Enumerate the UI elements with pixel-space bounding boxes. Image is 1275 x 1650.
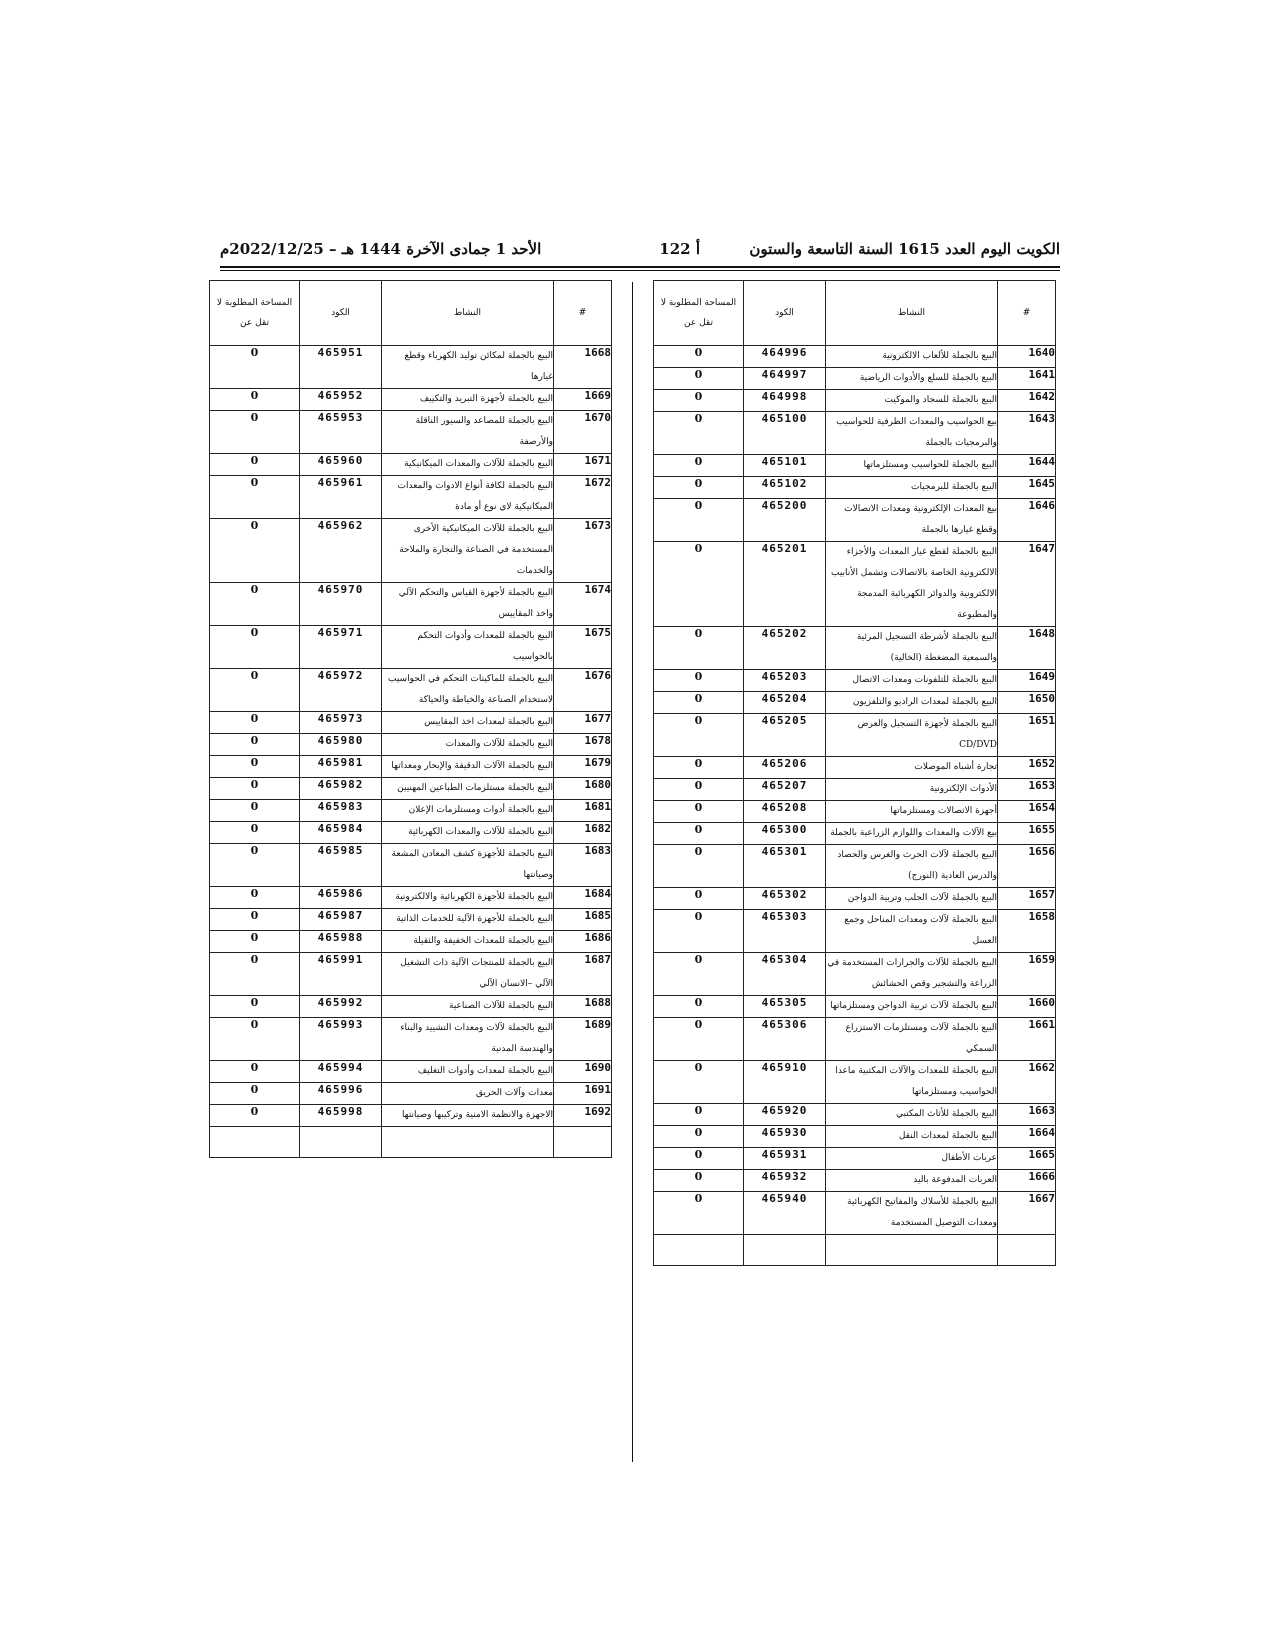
activity-name: البيع بالجملة للمصاعد والسيور الناقلة والأرصفة	[382, 411, 554, 454]
activity-name: الاجهزة والانظمة الامنية وتركيبها وصيانتها	[382, 1105, 554, 1127]
activity-name: البيع بالجملة للسلع والأدوات الرياضية	[826, 368, 998, 390]
activity-code: 465971	[300, 626, 382, 669]
activity-name: البيع بالجملة لآلات ومستلزمات الاستزراع السمكي	[826, 1018, 998, 1061]
row-number: 1688	[554, 996, 612, 1018]
activity-code: 464998	[744, 390, 826, 412]
table-row	[654, 542, 1056, 627]
column-separator	[632, 282, 633, 1462]
activities-table-right	[653, 280, 1056, 1266]
row-number: 1660	[998, 996, 1056, 1018]
table-row	[654, 757, 1056, 779]
activity-code: 465993	[300, 1018, 382, 1061]
required-area: 0	[654, 1104, 744, 1126]
row-number: 1673	[554, 519, 612, 583]
table-header-row	[210, 281, 612, 346]
table-header-row	[654, 281, 1056, 346]
table-row	[654, 1148, 1056, 1170]
table-row	[210, 411, 612, 454]
row-number: 1653	[998, 779, 1056, 801]
required-area: 0	[654, 412, 744, 455]
activity-code: 465100	[744, 412, 826, 455]
activity-code: 465200	[744, 499, 826, 542]
required-area: 0	[654, 1126, 744, 1148]
table-row	[210, 583, 612, 626]
activity-name: البيع بالجملة الآلات الدقيقة والإبحار ومعداتها	[382, 756, 554, 778]
activity-code: 465305	[744, 996, 826, 1018]
required-area: 0	[654, 953, 744, 996]
required-area: 0	[210, 734, 300, 756]
activity-code: 465953	[300, 411, 382, 454]
activity-code: 465205	[744, 714, 826, 757]
header-rule	[220, 266, 1060, 268]
required-area: 0	[210, 1018, 300, 1061]
table-row	[654, 346, 1056, 368]
row-number: 1678	[554, 734, 612, 756]
required-area: 0	[654, 346, 744, 368]
row-number: 1641	[998, 368, 1056, 390]
activity-name: البيع بالجملة لمعدات وأدوات التغليف	[382, 1061, 554, 1083]
col-header-area: المساحة المطلوبة لا تقل عن	[210, 281, 300, 346]
activity-name: البيع بالجملة للآلات والمعدات	[382, 734, 554, 756]
empty-cell	[300, 1127, 382, 1158]
row-number: 1662	[998, 1061, 1056, 1104]
empty-cell	[554, 1127, 612, 1158]
row-number: 1670	[554, 411, 612, 454]
row-number: 1658	[998, 910, 1056, 953]
activity-code: 464996	[744, 346, 826, 368]
table-row	[654, 1104, 1056, 1126]
publication-title: الكويت اليوم العدد 1615 السنة التاسعة والستون	[749, 240, 1060, 258]
activity-code: 465983	[300, 800, 382, 822]
row-number: 1676	[554, 669, 612, 712]
activity-code: 464997	[744, 368, 826, 390]
row-number: 1679	[554, 756, 612, 778]
activity-name: البيع بالجملة لأشرطة التسجيل المرئية والسمعية المضغطة (الخالية)	[826, 627, 998, 670]
activity-name: البيع بالجملة للأجهزة الآلية للخدمات الذاتية	[382, 909, 554, 931]
required-area: 0	[654, 823, 744, 845]
activity-name: بيع الحواسيب والمعدات الطرفية للحواسيب والبرمجيات بالجملة	[826, 412, 998, 455]
table-row	[210, 953, 612, 996]
activity-code: 465952	[300, 389, 382, 411]
table-row	[654, 627, 1056, 670]
required-area: 0	[210, 887, 300, 909]
table-row	[654, 499, 1056, 542]
activity-code: 465932	[744, 1170, 826, 1192]
row-number: 1645	[998, 477, 1056, 499]
row-number: 1664	[998, 1126, 1056, 1148]
required-area: 0	[210, 712, 300, 734]
activity-name: البيع بالجملة لآلات ومعدات التشييد والبناء والهندسة المدنية	[382, 1018, 554, 1061]
required-area: 0	[654, 1148, 744, 1170]
activity-code: 465980	[300, 734, 382, 756]
activity-code: 465910	[744, 1061, 826, 1104]
table-row	[210, 1018, 612, 1061]
col-header-num: #	[998, 281, 1056, 346]
required-area: 0	[210, 756, 300, 778]
activity-name: البيع بالجملة مستلزمات الطباعين المهنيين	[382, 778, 554, 800]
activity-code: 465102	[744, 477, 826, 499]
activity-code: 465203	[744, 670, 826, 692]
row-number: 1654	[998, 801, 1056, 823]
activity-code: 465988	[300, 931, 382, 953]
row-number: 1685	[554, 909, 612, 931]
empty-cell	[744, 1235, 826, 1266]
row-number: 1686	[554, 931, 612, 953]
row-number: 1652	[998, 757, 1056, 779]
row-number: 1650	[998, 692, 1056, 714]
activity-code: 465951	[300, 346, 382, 389]
col-header-code: الكود	[300, 281, 382, 346]
row-number: 1677	[554, 712, 612, 734]
issue-date: الأحد 1 جمادى الآخرة 1444 هـ – 2022/12/25م	[220, 240, 542, 258]
table-row	[654, 910, 1056, 953]
row-number: 1671	[554, 454, 612, 476]
activity-name: البيع بالجملة للحواسيب ومستلزماتها	[826, 455, 998, 477]
row-number: 1689	[554, 1018, 612, 1061]
required-area: 0	[210, 411, 300, 454]
required-area: 0	[210, 1061, 300, 1083]
required-area: 0	[210, 909, 300, 931]
row-number: 1661	[998, 1018, 1056, 1061]
activity-name: البيع بالجملة لأجهزة التسجيل والعرض CD/DVD	[826, 714, 998, 757]
activities-table-left	[209, 280, 612, 1158]
table-row	[210, 887, 612, 909]
activity-name: عربات الأطفال	[826, 1148, 998, 1170]
required-area: 0	[654, 996, 744, 1018]
row-number: 1668	[554, 346, 612, 389]
activity-code: 465981	[300, 756, 382, 778]
table-row	[210, 346, 612, 389]
required-area: 0	[210, 476, 300, 519]
required-area: 0	[654, 692, 744, 714]
required-area: 0	[654, 627, 744, 670]
table-row	[210, 756, 612, 778]
page-number: أ 122	[659, 240, 700, 258]
row-number: 1682	[554, 822, 612, 844]
row-number: 1680	[554, 778, 612, 800]
empty-cell	[382, 1127, 554, 1158]
row-number: 1684	[554, 887, 612, 909]
required-area: 0	[654, 390, 744, 412]
table-row	[654, 823, 1056, 845]
table-row	[654, 714, 1056, 757]
activity-code: 465931	[744, 1148, 826, 1170]
col-header-num: #	[554, 281, 612, 346]
row-number: 1657	[998, 888, 1056, 910]
table-row	[654, 390, 1056, 412]
activity-code: 465206	[744, 757, 826, 779]
table-filler-row	[210, 1127, 612, 1158]
activity-name: البيع بالجملة لأجهزة التبريد والتكييف	[382, 389, 554, 411]
table-row	[210, 734, 612, 756]
activity-code: 465992	[300, 996, 382, 1018]
activity-name: أجهزة الاتصالات ومستلزماتها	[826, 801, 998, 823]
required-area: 0	[654, 670, 744, 692]
table-row	[654, 996, 1056, 1018]
activity-name: البيع بالجملة للآلات الميكانيكية الأخرى المستخدمة في الصناعة والتجارة والملاحة والخدمات	[382, 519, 554, 583]
table-row	[654, 888, 1056, 910]
activity-name: البيع بالجملة لآلات ومعدات المناحل وجمع العسل	[826, 910, 998, 953]
row-number: 1683	[554, 844, 612, 887]
table-row	[210, 778, 612, 800]
required-area: 0	[654, 368, 744, 390]
required-area: 0	[654, 1170, 744, 1192]
activity-name: البيع بالجملة لآلات الحلب وتربية الدواجن	[826, 888, 998, 910]
required-area: 0	[654, 455, 744, 477]
activity-code: 465920	[744, 1104, 826, 1126]
activity-code: 465300	[744, 823, 826, 845]
activity-name: البيع بالجملة للسجاد والموكيت	[826, 390, 998, 412]
table-row	[210, 712, 612, 734]
activity-name: البيع بالجملة للبرمجيات	[826, 477, 998, 499]
activity-name: البيع بالجملة للألعاب الالكترونية	[826, 346, 998, 368]
row-number: 1674	[554, 583, 612, 626]
activity-name: البيع بالجملة لمكائن توليد الكهرباء وقطع غيارها	[382, 346, 554, 389]
activity-name: البيع بالجملة للمعدات والآلات المكتبية ماعدا الحواسيب ومستلزماتها	[826, 1061, 998, 1104]
table-row	[210, 626, 612, 669]
table-row	[210, 800, 612, 822]
row-number: 1647	[998, 542, 1056, 627]
activity-code: 465304	[744, 953, 826, 996]
col-header-activity: النشاط	[382, 281, 554, 346]
table-row	[654, 1061, 1056, 1104]
row-number: 1655	[998, 823, 1056, 845]
activity-name: البيع بالجملة للآلات والجرارات المستخدمة في الزراعة والتشجير وقص الحشائش	[826, 953, 998, 996]
required-area: 0	[210, 583, 300, 626]
required-area: 0	[654, 757, 744, 779]
required-area: 0	[654, 714, 744, 757]
required-area: 0	[654, 477, 744, 499]
table-row	[210, 389, 612, 411]
activity-code: 465985	[300, 844, 382, 887]
table-row	[654, 368, 1056, 390]
row-number: 1648	[998, 627, 1056, 670]
table-row	[210, 996, 612, 1018]
activity-code: 465972	[300, 669, 382, 712]
row-number: 1656	[998, 845, 1056, 888]
table-row	[654, 692, 1056, 714]
required-area: 0	[210, 454, 300, 476]
activity-name: البيع بالجملة لآلات الحرث والغرس والحصاد والدرس العادية (النورج)	[826, 845, 998, 888]
activity-code: 465940	[744, 1192, 826, 1235]
required-area: 0	[210, 519, 300, 583]
required-area: 0	[210, 822, 300, 844]
required-area: 0	[210, 931, 300, 953]
table-row	[654, 1126, 1056, 1148]
activity-name: البيع بالجملة أدوات ومستلزمات الإعلان	[382, 800, 554, 822]
row-number: 1646	[998, 499, 1056, 542]
required-area: 0	[654, 845, 744, 888]
activity-code: 465201	[744, 542, 826, 627]
activity-code: 465306	[744, 1018, 826, 1061]
table-row	[210, 909, 612, 931]
activity-name: البيع بالجملة لمعدات النقل	[826, 1126, 998, 1148]
table-row	[210, 1061, 612, 1083]
activity-code: 465208	[744, 801, 826, 823]
activity-name: بيع المعدات الإلكترونية ومعدات الاتصالات وقطع غيارها بالجملة	[826, 499, 998, 542]
activity-name: البيع بالجملة لمعدات اخذ المقاييس	[382, 712, 554, 734]
required-area: 0	[210, 1083, 300, 1105]
required-area: 0	[210, 953, 300, 996]
activity-name: البيع بالجملة للأسلاك والمفاتيح الكهربائية ومعدات التوصيل المستخدمة	[826, 1192, 998, 1235]
col-header-activity: النشاط	[826, 281, 998, 346]
row-number: 1681	[554, 800, 612, 822]
activity-name: البيع بالجملة للمنتجات الآلية ذات التشغيل الآلي –الانسان الآلي	[382, 953, 554, 996]
table-row	[654, 779, 1056, 801]
required-area: 0	[210, 346, 300, 389]
col-header-code: الكود	[744, 281, 826, 346]
required-area: 0	[654, 888, 744, 910]
row-number: 1644	[998, 455, 1056, 477]
table-row	[654, 1170, 1056, 1192]
table-row	[210, 822, 612, 844]
activity-code: 465982	[300, 778, 382, 800]
activity-name: البيع بالجملة للمعدات وأدوات التحكم بالحواسيب	[382, 626, 554, 669]
table-row	[654, 1018, 1056, 1061]
empty-cell	[826, 1235, 998, 1266]
required-area: 0	[210, 1105, 300, 1127]
activity-code: 465302	[744, 888, 826, 910]
row-number: 1692	[554, 1105, 612, 1127]
table-row	[654, 953, 1056, 996]
activity-code: 465984	[300, 822, 382, 844]
activity-code: 465101	[744, 455, 826, 477]
activity-code: 465973	[300, 712, 382, 734]
row-number: 1687	[554, 953, 612, 996]
row-number: 1640	[998, 346, 1056, 368]
table-row	[654, 455, 1056, 477]
table-row	[654, 1192, 1056, 1235]
activity-code: 465996	[300, 1083, 382, 1105]
required-area: 0	[210, 389, 300, 411]
activity-name: تجارة أشباه الموصلات	[826, 757, 998, 779]
row-number: 1675	[554, 626, 612, 669]
required-area: 0	[210, 800, 300, 822]
row-number: 1669	[554, 389, 612, 411]
activity-code: 465303	[744, 910, 826, 953]
activity-name: البيع بالجملة للآلات والمعدات الميكانيكية	[382, 454, 554, 476]
activity-code: 465204	[744, 692, 826, 714]
row-number: 1642	[998, 390, 1056, 412]
empty-cell	[654, 1235, 744, 1266]
activity-name: بيع الآلات والمعدات واللوازم الزراعية بالجملة	[826, 823, 998, 845]
table-row	[210, 476, 612, 519]
table-row	[654, 412, 1056, 455]
required-area: 0	[210, 626, 300, 669]
row-number: 1667	[998, 1192, 1056, 1235]
table-row	[210, 454, 612, 476]
table-row	[654, 670, 1056, 692]
required-area: 0	[654, 542, 744, 627]
activity-code: 465961	[300, 476, 382, 519]
table-row	[210, 931, 612, 953]
activity-name: البيع بالجملة للأثاث المكتبي	[826, 1104, 998, 1126]
empty-cell	[998, 1235, 1056, 1266]
row-number: 1691	[554, 1083, 612, 1105]
table-row	[210, 1083, 612, 1105]
table-row	[210, 844, 612, 887]
activity-code: 465970	[300, 583, 382, 626]
activity-code: 465207	[744, 779, 826, 801]
required-area: 0	[654, 1061, 744, 1104]
row-number: 1666	[998, 1170, 1056, 1192]
activity-code: 465987	[300, 909, 382, 931]
table-row	[210, 519, 612, 583]
row-number: 1651	[998, 714, 1056, 757]
required-area: 0	[210, 844, 300, 887]
activity-code: 465301	[744, 845, 826, 888]
row-number: 1643	[998, 412, 1056, 455]
row-number: 1663	[998, 1104, 1056, 1126]
table-row	[210, 669, 612, 712]
table-row	[654, 477, 1056, 499]
row-number: 1659	[998, 953, 1056, 996]
activity-name: البيع بالجملة للماكينات التحكم في الحواسيب لاستخدام الصناعة والخياطة والحياكة	[382, 669, 554, 712]
activity-name: البيع بالجملة للأجهزة الكهربائية والالكترونية	[382, 887, 554, 909]
activity-code: 465986	[300, 887, 382, 909]
activity-code: 465930	[744, 1126, 826, 1148]
required-area: 0	[654, 499, 744, 542]
required-area: 0	[210, 996, 300, 1018]
col-header-area: المساحة المطلوبة لا تقل عن	[654, 281, 744, 346]
activity-name: العربات المدفوعة باليد	[826, 1170, 998, 1192]
page-header	[220, 236, 1060, 266]
activity-name: البيع بالجملة لكافة أنواع الادوات والمعدات الميكانيكية لاي نوع أو مادة	[382, 476, 554, 519]
activity-name: الأدوات الإلكترونية	[826, 779, 998, 801]
required-area: 0	[654, 1018, 744, 1061]
table-row	[654, 845, 1056, 888]
required-area: 0	[210, 778, 300, 800]
activity-code: 465202	[744, 627, 826, 670]
table-row	[654, 801, 1056, 823]
empty-cell	[210, 1127, 300, 1158]
activity-code: 465991	[300, 953, 382, 996]
table-filler-row	[654, 1235, 1056, 1266]
required-area: 0	[210, 669, 300, 712]
table-row	[210, 1105, 612, 1127]
activity-name: البيع بالجملة للآلات والمعدات الكهربائية	[382, 822, 554, 844]
activity-name: البيع بالجملة للمعدات الخفيفة والثقيلة	[382, 931, 554, 953]
activity-code: 465960	[300, 454, 382, 476]
activity-code: 465998	[300, 1105, 382, 1127]
activity-name: البيع بالجملة لمعدات الراديو والتلفزيون	[826, 692, 998, 714]
activity-name: البيع بالجملة لآلات تربية الدواجن ومستلزماتها	[826, 996, 998, 1018]
required-area: 0	[654, 779, 744, 801]
row-number: 1672	[554, 476, 612, 519]
activity-code: 465962	[300, 519, 382, 583]
row-number: 1649	[998, 670, 1056, 692]
activity-name: البيع بالجملة لقطع غيار المعدات والأجزاء الالكترونية الخاصة بالاتصالات وتشمل الأنابيب الالكترونية والدوائر الكهربائية المدمجة والمطبوعة	[826, 542, 998, 627]
required-area: 0	[654, 1192, 744, 1235]
activity-name: معدات وآلات الحريق	[382, 1083, 554, 1105]
activity-name: البيع بالجملة لأجهزة القياس والتحكم الآلي واخذ المقاييس	[382, 583, 554, 626]
activity-name: البيع بالجملة للأجهزة كشف المعادن المشعة وصيانتها	[382, 844, 554, 887]
row-number: 1690	[554, 1061, 612, 1083]
activity-code: 465994	[300, 1061, 382, 1083]
activity-name: البيع بالجملة للآلات الصناعية	[382, 996, 554, 1018]
required-area: 0	[654, 910, 744, 953]
row-number: 1665	[998, 1148, 1056, 1170]
activity-name: البيع بالجملة للتلفونات ومعدات الاتصال	[826, 670, 998, 692]
required-area: 0	[654, 801, 744, 823]
header-rule-thin	[220, 270, 1060, 271]
